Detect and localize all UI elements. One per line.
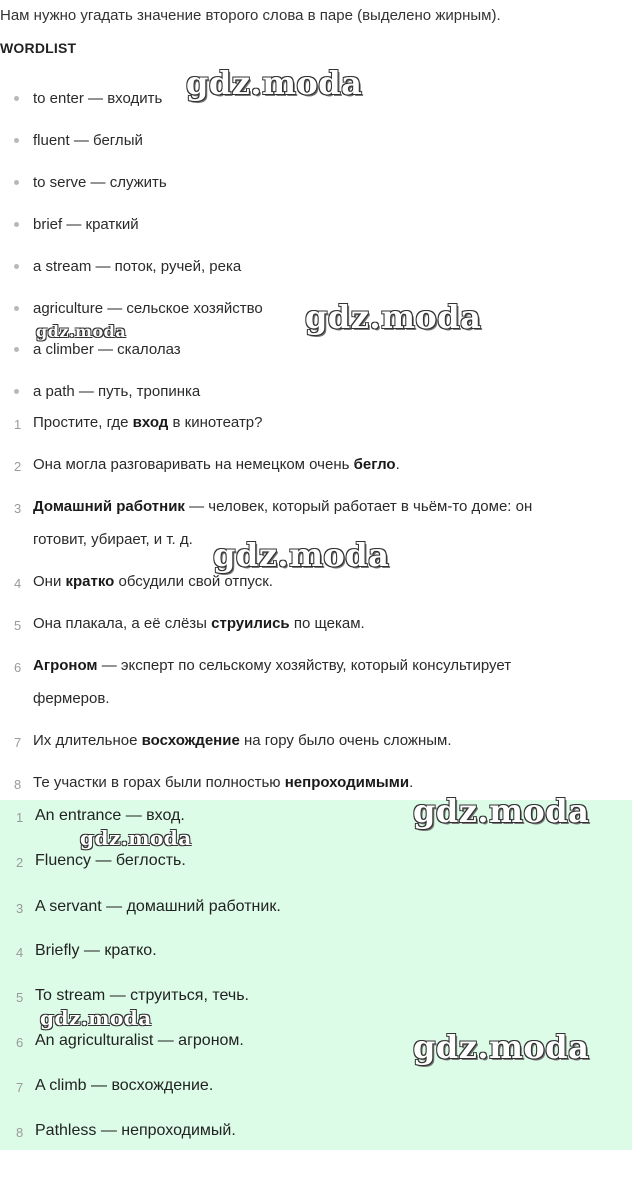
watermark: gdz.moda <box>80 826 192 850</box>
wordlist-item: agriculture — сельское хозяйство <box>14 299 263 319</box>
sentence: Их длительное восхождение на гору было очень сложным. <box>33 732 452 749</box>
sentence-continuation: фермеров. <box>33 690 110 707</box>
watermark: gdz.moda <box>413 1028 590 1066</box>
wordlist-item: to enter — входить <box>14 89 162 109</box>
watermark: gdz.moda <box>213 536 390 574</box>
sentence: Агроном — эксперт по сельскому хозяйству, который консультирует <box>33 657 512 674</box>
watermark: gdz.moda <box>36 322 127 341</box>
intro-text: Нам нужно угадать значение второго слова в паре (выделено жирным). <box>0 7 501 24</box>
wordlist-item: a stream — поток, ручей, река <box>14 257 241 277</box>
sentence: Она могла разговаривать на немецком очень бегло. <box>33 456 400 473</box>
sentence-number: 2 <box>14 459 22 474</box>
watermark: gdz.moda <box>186 64 363 102</box>
sentence: Она плакала, а её слёзы струились по щекам. <box>33 615 365 632</box>
answer-item: An agriculturalist — агроном. <box>35 1032 244 1049</box>
sentence-number: 7 <box>14 735 22 750</box>
answer-item: To stream — струиться, течь. <box>35 987 249 1004</box>
answer-item: Fluency — беглость. <box>35 852 186 869</box>
bullet-icon <box>14 306 19 311</box>
wordlist-item: a climber — скалолаз <box>14 340 181 360</box>
wordlist-item: to serve — служить <box>14 173 167 193</box>
sentence: Простите, где вход в кинотеатр? <box>33 414 263 431</box>
answer-number: 2 <box>16 855 24 870</box>
sentence-continuation: готовит, убирает, и т. д. <box>33 531 193 548</box>
answer-number: 1 <box>16 810 24 825</box>
answer-number: 6 <box>16 1035 24 1050</box>
answer-item: Pathless — непроходимый. <box>35 1122 236 1139</box>
wordlist-title: WORDLIST <box>0 40 77 56</box>
bullet-icon <box>14 96 19 101</box>
wordlist-item: fluent — беглый <box>14 131 143 151</box>
answer-number: 5 <box>16 990 24 1005</box>
sentence: Те участки в горах были полностью непроходимыми. <box>33 774 414 791</box>
answer-number: 3 <box>16 901 24 916</box>
answer-number: 7 <box>16 1080 24 1095</box>
bullet-icon <box>14 180 19 185</box>
answer-number: 8 <box>16 1125 24 1140</box>
sentence-number: 1 <box>14 417 22 432</box>
answer-number: 4 <box>16 945 24 960</box>
watermark: gdz.moda <box>40 1006 152 1030</box>
bullet-icon <box>14 264 19 269</box>
sentence: Домашний работник — человек, который работает в чьём-то доме: он <box>33 498 533 515</box>
sentence-number: 3 <box>14 501 22 516</box>
sentence: Они кратко обсудили свой отпуск. <box>33 573 273 590</box>
bullet-icon <box>14 347 19 352</box>
wordlist-item: a path — путь, тропинка <box>14 382 200 402</box>
sentence-number: 5 <box>14 618 22 633</box>
bullet-icon <box>14 389 19 394</box>
answers-block <box>0 800 632 1150</box>
watermark: gdz.moda <box>305 298 482 336</box>
watermark: gdz.moda <box>413 792 590 830</box>
answer-item: A servant — домашний работник. <box>35 898 281 915</box>
sentence-number: 4 <box>14 576 22 591</box>
bullet-icon <box>14 222 19 227</box>
answer-item: A climb — восхождение. <box>35 1077 214 1094</box>
sentence-number: 8 <box>14 777 22 792</box>
answer-item: Briefly — кратко. <box>35 942 157 959</box>
answer-item: An entrance — вход. <box>35 807 185 824</box>
bullet-icon <box>14 138 19 143</box>
sentence-number: 6 <box>14 660 22 675</box>
wordlist-item: brief — краткий <box>14 215 139 235</box>
